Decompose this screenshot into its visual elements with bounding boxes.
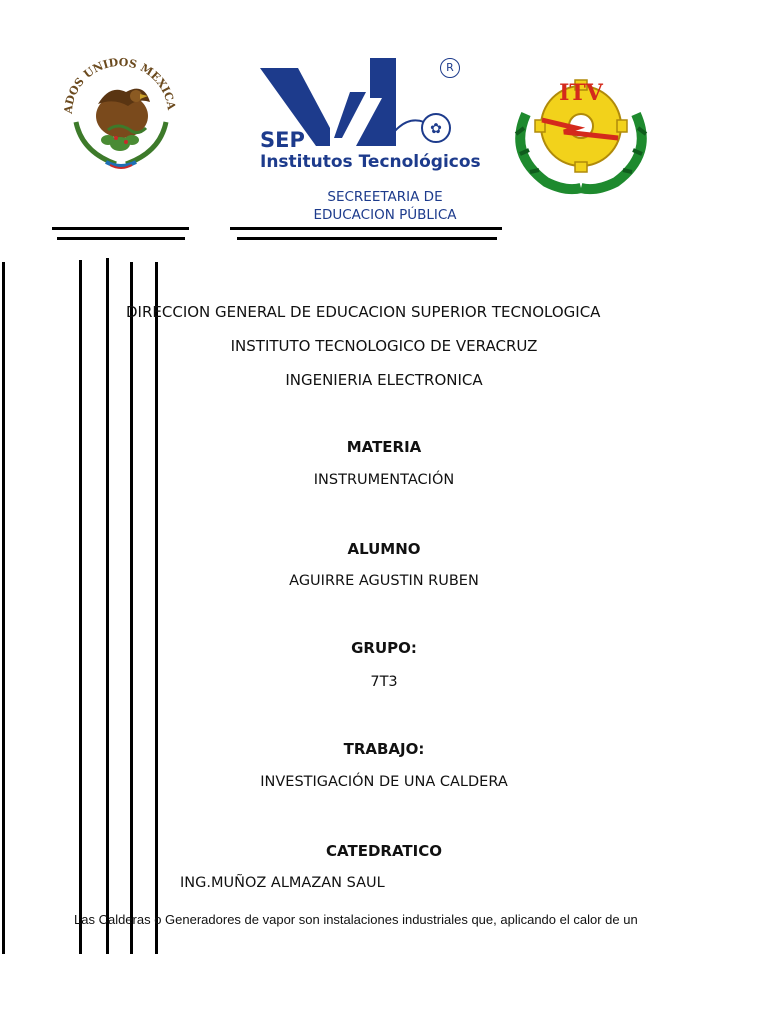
sep-logo-subtitle: Institutos Tecnológicos xyxy=(260,152,481,172)
materia-value: INSTRUMENTACIÓN xyxy=(313,472,455,488)
alumno-value: AGUIRRE AGUSTIN RUBEN xyxy=(289,573,479,589)
trabajo-label: TRABAJO: xyxy=(343,740,425,758)
alumno-label: ALUMNO xyxy=(347,540,421,558)
mexico-seal-logo xyxy=(54,44,186,176)
body-text-line: Las Calderas o Generadores de vapor son instalaciones industriales que, aplicando el calor de un xyxy=(74,912,638,927)
header-rule-left-top xyxy=(52,227,189,230)
grupo-label: GRUPO: xyxy=(351,639,417,657)
header-rule-left-bottom xyxy=(57,237,185,240)
title-line3: INGENIERIA ELECTRONICA xyxy=(285,371,483,389)
itv-logo-text: ITV xyxy=(559,80,603,106)
title-line2: INSTITUTO TECNOLOGICO DE VERACRUZ xyxy=(230,337,538,355)
registered-mark-icon: R xyxy=(440,58,460,78)
catedratico-value: ING.MUÑOZ ALMAZAN SAUL xyxy=(180,875,385,891)
sep-caption-line1: SECREETARIA DE xyxy=(327,189,443,205)
title-line1: DIRECCION GENERAL DE EDUCACION SUPERIOR TECNOLOGICA xyxy=(126,303,601,321)
sep-caption xyxy=(290,188,480,224)
itv-logo xyxy=(506,74,656,198)
header-rule-right-bottom xyxy=(237,237,497,240)
sep-logo-text: SEP xyxy=(260,128,305,152)
grupo-value: 7T3 xyxy=(370,674,398,690)
sep-caption-line2: EDUCACION PÚBLICA xyxy=(313,207,457,223)
materia-label: MATERIA xyxy=(346,438,422,456)
catedratico-label: CATEDRATICO xyxy=(326,842,442,860)
svg-text:✿: ✿ xyxy=(430,121,442,137)
sep-logo xyxy=(258,56,481,176)
seal-legend: ADOS UNIDOS MEXICA xyxy=(61,55,178,115)
trabajo-value: INVESTIGACIÓN DE UNA CALDERA xyxy=(260,774,508,790)
header-rule-right-top xyxy=(230,227,502,230)
